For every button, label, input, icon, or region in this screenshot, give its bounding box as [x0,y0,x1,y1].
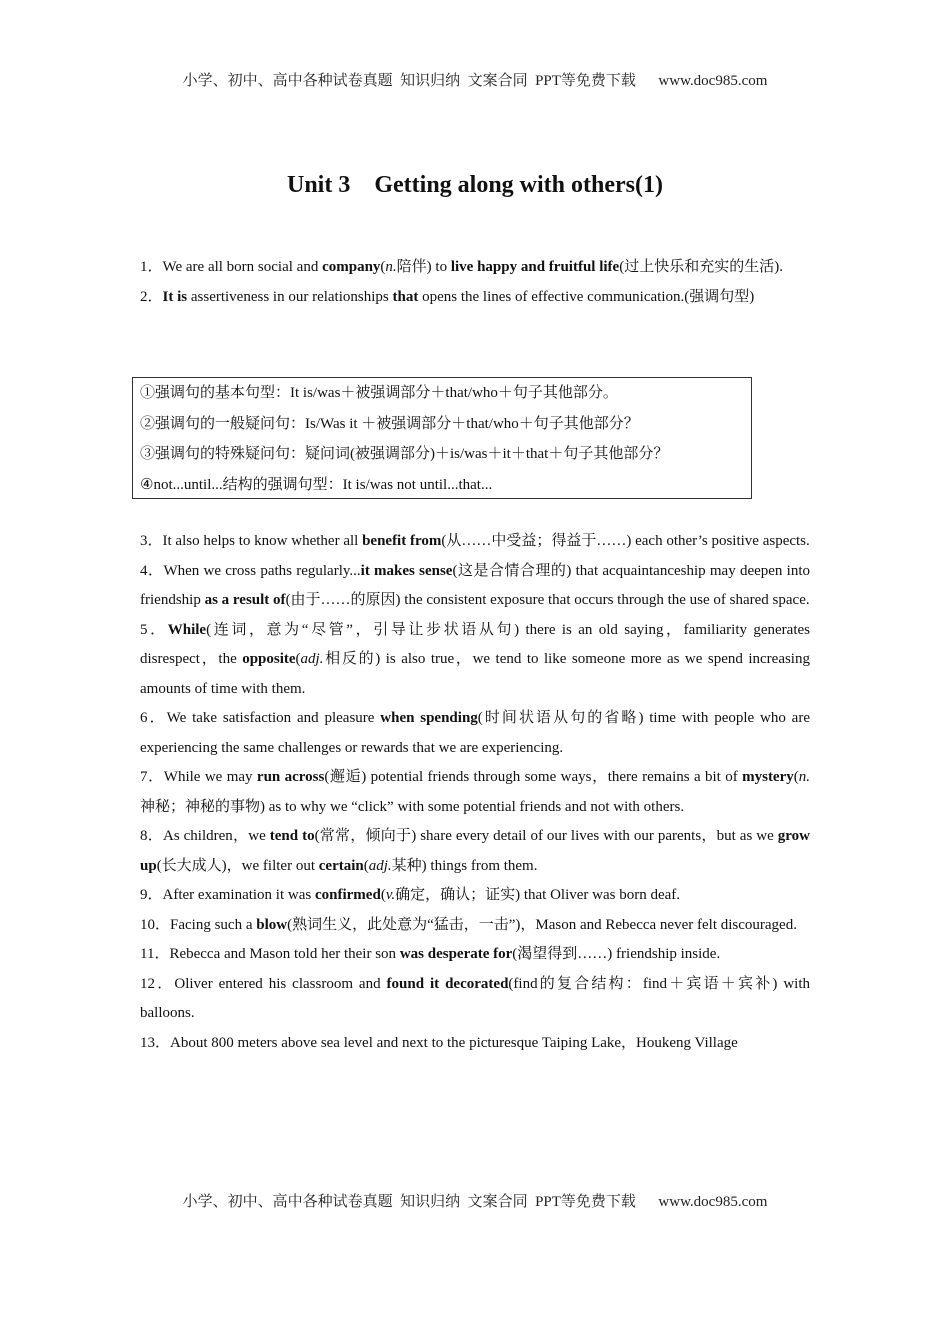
list-item [140,527,810,557]
item-number: 4． [140,562,164,579]
list-item [140,283,810,313]
item-text: While we may [163,769,257,785]
item-text: (连词，意为“尽管”，引导让步状语从句) there is an old saying，familiarity generates disrespect，the [140,621,810,667]
item-number: 8． [140,828,163,844]
items-group-a [140,253,810,312]
item-text: adj. [368,857,392,874]
list-item [140,557,810,616]
item-number: 12． [140,975,175,992]
page-title: Unit 3 Getting along with others(1) [287,172,663,198]
item-text: (渴望得到……) friendship inside. [512,946,721,962]
item-text: opens the lines of effective communication.(强调句型) [418,288,755,305]
item-text: (从……中受益；得益于……) each other’s positive aspects. [441,533,810,549]
page-footer: 小学、初中、高中各种试卷真题 知识归纳 文案合同 PPT等免费下载 www.doc985.com [182,1194,768,1210]
key-phrase: While [167,621,207,638]
item-text: ( [380,259,386,275]
item-text: When we cross paths regularly... [163,562,361,579]
key-phrase: as a result of [204,592,286,608]
item-text: ( [295,651,301,667]
key-phrase: live happy and fruitful life [450,259,620,275]
item-text: 陪伴) to [396,259,451,275]
item-text: It also helps to know whether all [162,533,363,549]
item-number: 5． [140,621,168,638]
list-item [140,822,810,881]
item-text: Facing such a [170,916,257,933]
item-text: ( [380,887,386,903]
list-item [140,911,810,941]
item-text: After examination it was [162,887,315,903]
page-header: 小学、初中、高中各种试卷真题 知识归纳 文案合同 PPT等免费下载 www.doc985.com [182,73,768,89]
item-number: 10． [140,916,171,933]
item-text: (这是合情合理的) that acquaintanceship may deepen into friendship [140,562,810,608]
item-number: 2． [140,288,163,305]
list-item [140,704,810,763]
list-item [140,1029,810,1059]
item-text: adj. [300,651,324,667]
key-phrase: It is [162,288,188,305]
key-phrase: tend to [269,828,315,844]
key-phrase: certain [318,857,364,874]
item-text: (过上快乐和充实的生活). [619,259,783,275]
key-phrase: grow up [140,828,810,874]
item-text: 神秘；神秘的事物) as to why we “click” with some potential friends and not with others. [140,798,685,815]
item-number: 9． [140,887,163,903]
key-phrase: run across [256,769,325,785]
key-phrase: opposite [242,651,296,667]
item-number: 1． [140,259,163,275]
key-phrase: benefit from [362,533,442,549]
item-text: We are all born social and [162,259,323,275]
item-text: n. [385,259,397,275]
key-phrase: was desperate for [399,946,513,962]
list-item [140,616,810,705]
item-text: (常常，倾向于) share every detail of our lives with our parents，but as we [314,828,778,844]
grammar-note-line: ③强调句的特殊疑问句：疑问词(被强调部分)＋is/was＋it＋that＋句子其他部分？ [140,446,669,462]
item-text: (熟词生义，此处意为“猛击，一击”)，Mason and Rebecca never felt discouraged. [287,916,797,933]
grammar-note-box [132,377,752,499]
list-item [140,940,810,970]
list-item [140,253,810,283]
item-text: assertiveness in our relationships [187,288,393,305]
item-text: (时间状语从句的省略) time with people who are experiencing the same challenges or rewards that we are experiencing. [140,710,810,756]
item-number: 13． [140,1034,171,1051]
list-item [140,763,810,822]
item-text: Oliver entered his classroom and [174,975,387,992]
key-phrase: when spending [380,710,478,726]
key-phrase: company [322,259,381,275]
item-text: We take satisfaction and pleasure [166,710,381,726]
item-text: 确定，确认；证实) that Oliver was born deaf. [395,887,681,903]
key-phrase: that [392,288,419,305]
list-item [140,970,810,1029]
item-text: (由于……的原因) the consistent exposure that occurs through the use of shared space. [285,592,810,608]
item-text: (长大成人)，we filter out [156,857,319,874]
grammar-note-line: ④not...until...结构的强调句型：It is/was not until...that... [140,476,493,493]
item-text: 相反的) is also true，we tend to like someone more as we spend increasing amounts of time with them. [140,651,810,697]
item-text: n. [798,769,811,785]
key-phrase: confirmed [314,887,381,903]
key-phrase: it makes sense [360,562,453,579]
item-text: ( [363,857,369,874]
item-text: As children，we [162,828,270,844]
key-phrase: mystery [742,769,794,785]
item-text: v. [385,887,396,903]
item-text: (find的复合结构：find＋宾语＋宾补) with balloons. [140,975,810,1021]
list-item [140,881,810,911]
item-number: 3． [140,533,163,549]
item-text: ( [793,769,799,785]
item-number: 7． [140,769,164,785]
items-group-b [140,527,810,1058]
item-number: 11． [140,946,170,962]
item-text: 某种) things from them. [391,857,538,874]
item-number: 6． [140,710,167,726]
item-text: (邂逅) potential friends through some ways，there remains a bit of [324,769,743,785]
key-phrase: found it decorated [386,975,509,992]
item-text: Rebecca and Mason told her their son [169,946,400,962]
key-phrase: blow [256,916,288,933]
item-text: About 800 meters above sea level and next to the picturesque Taiping Lake，Houkeng Village [170,1034,738,1051]
grammar-note-line: ②强调句的一般疑问句：Is/Was it ＋被强调部分＋that/who＋句子其他部分？ [140,415,639,432]
grammar-note-line: ①强调句的基本句型：It is/was＋被强调部分＋that/who＋句子其他部分。 [140,385,618,401]
